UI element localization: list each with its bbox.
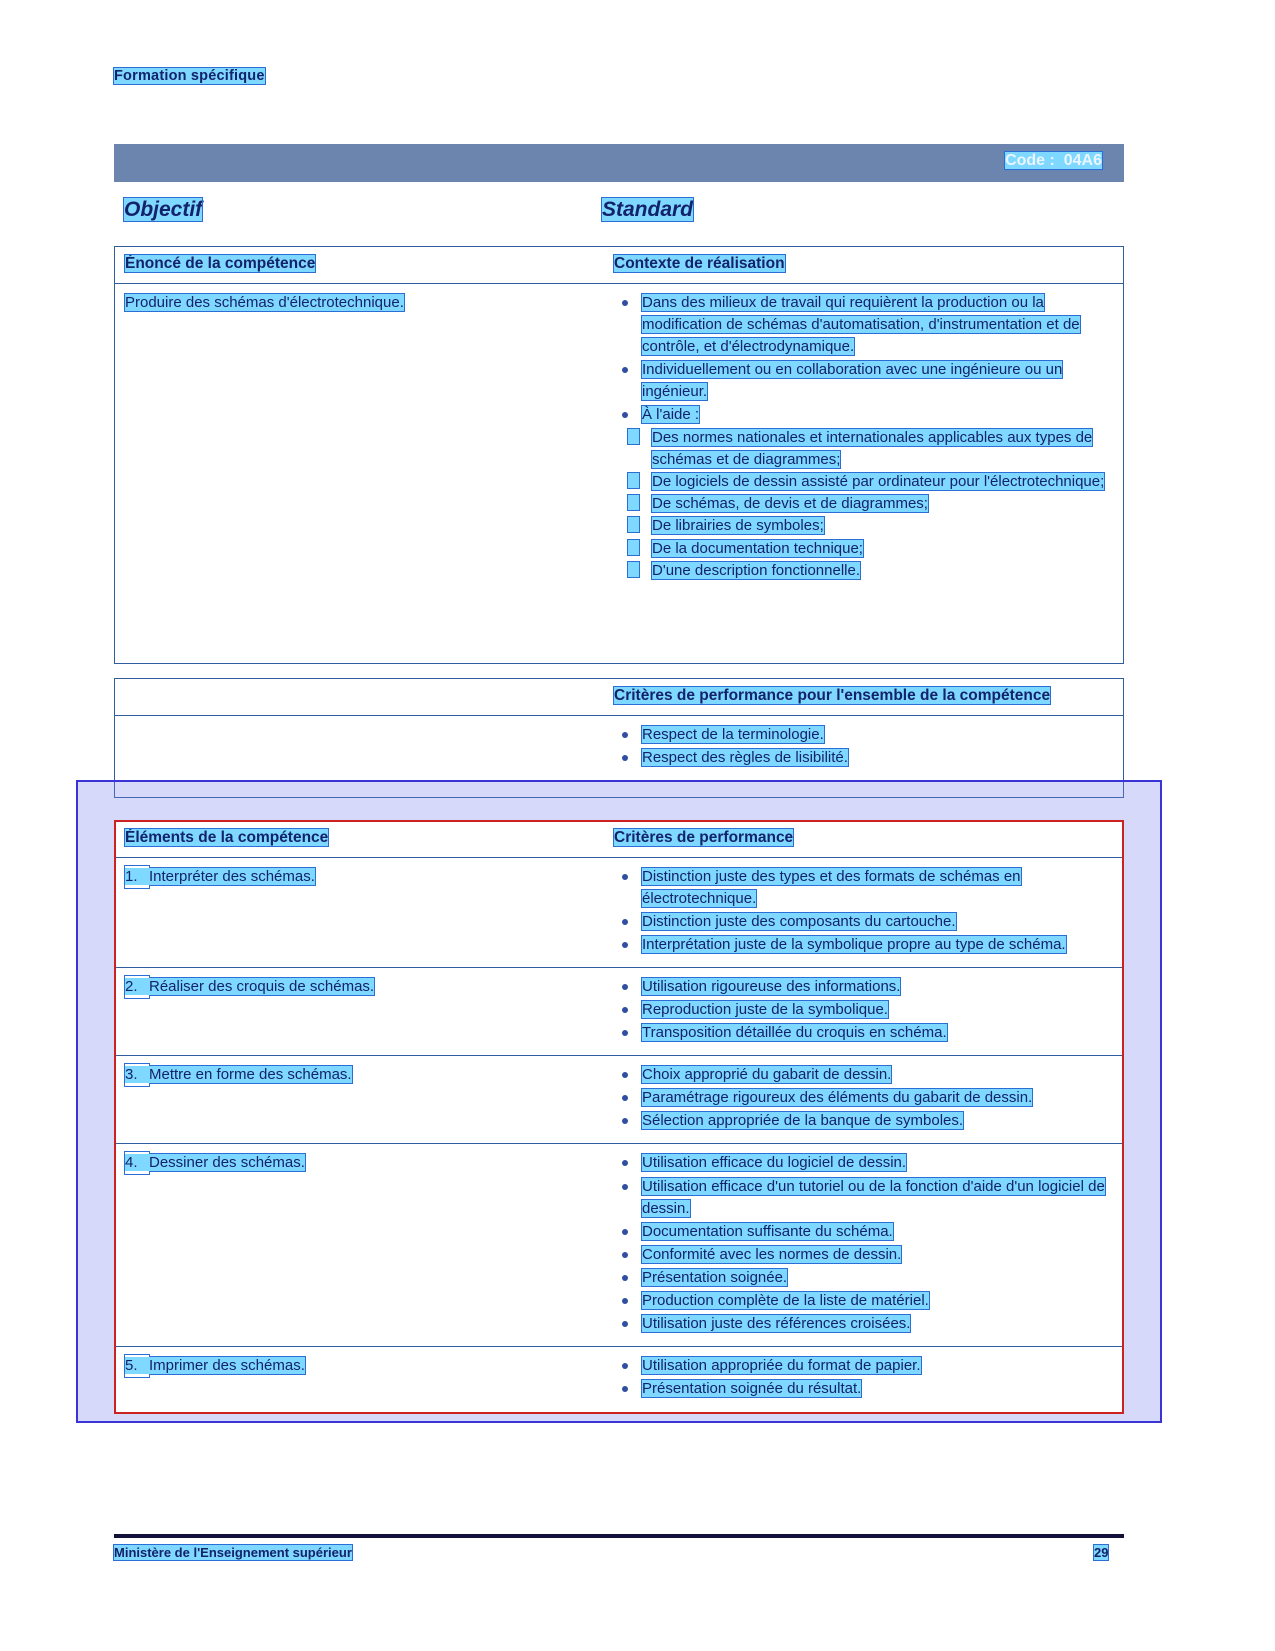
cell-empty-left-2 (115, 716, 602, 780)
list-item: Présentation soignée. (614, 1267, 1111, 1289)
table-competence-body-row (115, 284, 1123, 592)
list-item: Individuellement ou en collaboration avec une ingénieure ou un ingénieur. (614, 359, 1111, 403)
list-item: Transposition détaillée du croquis en schéma. (614, 1022, 1111, 1044)
list-item: D'une description fonctionnelle. (614, 560, 1111, 582)
bullet-dot-icon (622, 874, 628, 880)
bullet-dot-icon (622, 1363, 628, 1369)
list-item: Utilisation efficace du logiciel de dessin. (614, 1152, 1111, 1174)
list-item: Utilisation efficace d'un tutoriel ou de la fonction d'aide d'un logiciel de dessin. (614, 1176, 1111, 1220)
criteres-list (614, 866, 1111, 956)
cell-empty-left (115, 679, 602, 715)
bullet-dot-icon (622, 1184, 628, 1190)
table-elements (114, 820, 1124, 1414)
bullet-dot-icon (622, 1252, 628, 1258)
list-item: Conformité avec les normes de dessin. (614, 1244, 1111, 1266)
cell-criteres (602, 1056, 1123, 1143)
criteres-list (614, 1152, 1111, 1334)
bullet-dot-icon (622, 300, 628, 306)
list-item: Dans des milieux de travail qui requièrent la production ou la modification de schémas d'automatisation, d'instrumentation et de contrôle, et d'électrodynamique. (614, 292, 1111, 358)
bullet-dot-icon (622, 1007, 628, 1013)
list-item: Utilisation rigoureuse des informations. (614, 976, 1111, 998)
code-banner (114, 144, 1124, 182)
cell-header-contexte: Contexte de réalisation (614, 255, 785, 272)
table-row (115, 1144, 1123, 1346)
column-title-objectif: Objectif (124, 198, 203, 221)
list-item: De la documentation technique; (614, 538, 1111, 560)
table-competence-header-row (115, 247, 1123, 284)
code-label: Code : (1005, 152, 1055, 169)
cell-element: 1. Interpréter des schémas. (125, 868, 315, 885)
bullet-dot-icon (622, 1072, 628, 1078)
bullet-dot-icon (622, 412, 628, 418)
cell-contexte (602, 284, 1123, 592)
criteres-globaux-header-row (115, 679, 1123, 716)
list-item: De librairies de symboles; (614, 515, 1111, 537)
code-text (1005, 152, 1102, 170)
bullet-dot-icon (622, 1275, 628, 1281)
dash-bullet-icon (628, 429, 639, 444)
criteres-globaux-body-row (115, 716, 1123, 780)
list-item: De schémas, de devis et de diagrammes; (614, 493, 1111, 515)
dash-bullet-icon (628, 473, 639, 488)
bullet-dot-icon (622, 984, 628, 990)
bullet-dot-icon (622, 942, 628, 948)
list-item: Reproduction juste de la symbolique. (614, 999, 1111, 1021)
cell-header-elements: Éléments de la compétence (125, 829, 329, 846)
list-item: Paramétrage rigoureux des éléments du gabarit de dessin. (614, 1087, 1111, 1109)
dash-bullet-icon (628, 540, 639, 555)
column-titles (114, 198, 1124, 228)
table-row (115, 858, 1123, 968)
list-item: Documentation suffisante du schéma. (614, 1221, 1111, 1243)
list-item: Utilisation appropriée du format de papier. (614, 1355, 1111, 1377)
list-item: Distinction juste des types et des formats de schémas en électrotechnique. (614, 866, 1111, 910)
bullet-dot-icon (622, 1118, 628, 1124)
contexte-sub-bullet-list (614, 427, 1111, 581)
cell-header-criteres-ensemble: Critères de performance pour l'ensemble de la compétence (614, 687, 1051, 704)
cell-element: 3. Mettre en forme des schémas. (125, 1066, 352, 1084)
list-item: Interprétation juste de la symbolique propre au type de schéma. (614, 934, 1111, 956)
table-row (115, 1347, 1123, 1411)
cell-criteres-ensemble (602, 716, 1123, 780)
cell-element: 2. Réaliser des croquis de schémas. (125, 978, 375, 996)
list-item: À l'aide : (614, 404, 1111, 426)
bullet-dot-icon (622, 1030, 628, 1036)
cell-criteres (602, 1144, 1123, 1345)
table-row (115, 1056, 1123, 1144)
contexte-bullet-list (614, 292, 1111, 426)
list-item: De logiciels de dessin assisté par ordinateur pour l'électrotechnique; (614, 471, 1111, 493)
cell-header-enonce: Énoncé de la compétence (125, 255, 316, 272)
criteres-list (614, 1355, 1111, 1400)
list-item: Choix approprié du gabarit de dessin. (614, 1064, 1111, 1086)
list-item: Respect de la terminologie. (614, 724, 1111, 746)
bullet-dot-icon (622, 1298, 628, 1304)
bullet-dot-icon (622, 1229, 628, 1235)
list-item: Distinction juste des composants du cartouche. (614, 911, 1111, 933)
list-item: Des normes nationales et internationales applicables aux types de schémas et de diagrammes; (614, 427, 1111, 471)
cell-criteres (602, 1347, 1123, 1411)
elements-header-row (115, 821, 1123, 858)
dash-bullet-icon (628, 517, 639, 532)
code-value: 04A6 (1063, 152, 1102, 169)
page-number: 29 (1094, 1545, 1109, 1560)
criteres-list (614, 1064, 1111, 1132)
list-item: Utilisation juste des références croisées. (614, 1313, 1111, 1335)
cell-criteres (602, 968, 1123, 1055)
column-title-standard: Standard (602, 198, 694, 221)
footer-text: Ministère de l'Enseignement supérieur (114, 1545, 352, 1560)
bullet-dot-icon (622, 1095, 628, 1101)
cell-element: 4. Dessiner des schémas. (125, 1154, 305, 1172)
bullet-dot-icon (622, 1321, 628, 1327)
criteres-list (614, 976, 1111, 1044)
cell-criteres (602, 858, 1123, 967)
bullet-dot-icon (622, 1160, 628, 1166)
header-note-text: Formation spécifique (114, 68, 265, 84)
bullet-dot-icon (622, 367, 628, 373)
table-row (115, 968, 1123, 1056)
criteres-globaux-list (614, 724, 1111, 769)
table-competence (114, 246, 1124, 664)
footer-divider (114, 1534, 1124, 1538)
dash-bullet-icon (628, 562, 639, 577)
bullet-dot-icon (622, 755, 628, 761)
list-item: Présentation soignée du résultat. (614, 1378, 1111, 1400)
list-item: Sélection appropriée de la banque de symboles. (614, 1110, 1111, 1132)
list-item: Respect des règles de lisibilité. (614, 747, 1111, 769)
document-header-note (114, 68, 265, 84)
bullet-dot-icon (622, 1386, 628, 1392)
bullet-dot-icon (622, 732, 628, 738)
list-item: Production complète de la liste de matériel. (614, 1290, 1111, 1312)
dash-bullet-icon (628, 495, 639, 510)
cell-statement: Produire des schémas d'électrotechnique. (125, 294, 404, 311)
cell-element: 5. Imprimer des schémas. (125, 1356, 305, 1374)
cell-header-criteres: Critères de performance (614, 829, 794, 846)
bullet-dot-icon (622, 919, 628, 925)
